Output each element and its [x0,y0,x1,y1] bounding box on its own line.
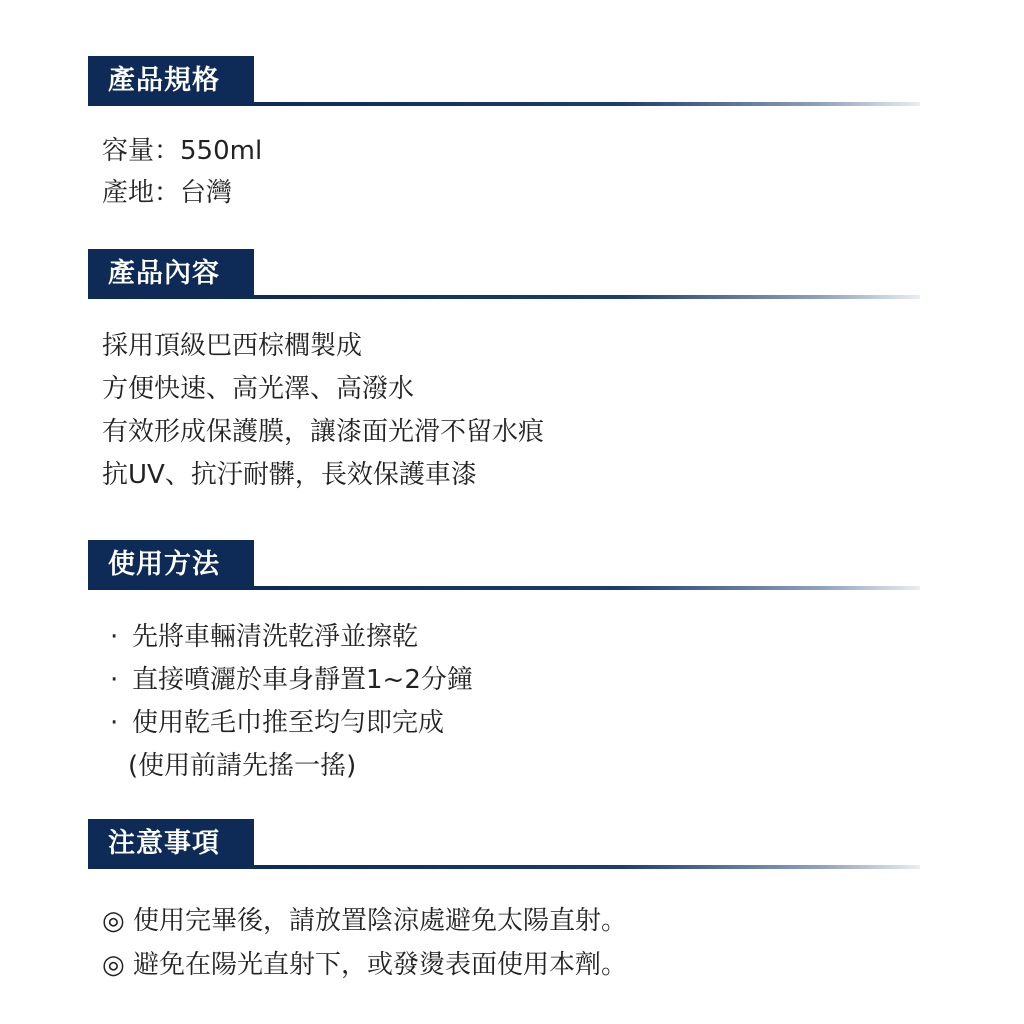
section-product-spec [88,56,920,214]
section-divider [254,586,920,590]
bullet-dot: · [110,665,119,695]
section-title: 產品規格 [88,56,254,106]
section-divider [254,295,920,299]
usage-step [110,659,920,702]
usage-steps [110,616,920,788]
usage-step-text: 直接噴灑於車身靜置1~2分鐘 [132,665,473,695]
section-divider [254,102,920,106]
content-list [102,325,920,497]
bullet-dot: · [110,622,119,652]
section-header [88,540,920,590]
spec-list [102,130,920,214]
usage-step [110,616,920,659]
section-product-content [88,249,920,497]
section-title: 注意事項 [88,819,254,869]
section-header [88,819,920,869]
section-header [88,56,920,106]
usage-note: (使用前請先搖一搖) [128,751,357,781]
spec-origin: 產地：台灣 [102,178,233,208]
spec-capacity: 容量：550ml [102,136,263,166]
section-divider [254,865,920,869]
content-line: 有效形成保護膜，讓漆面光滑不留水痕 [102,417,545,447]
caution-line: ◎ 使用完畢後，請放置陰涼處避免太陽直射。 [102,906,627,936]
content-line: 方便快速、高光澤、高潑水 [102,374,415,404]
section-caution [88,819,920,987]
caution-line: ◎ 避免在陽光直射下，或發燙表面使用本劑。 [102,950,627,980]
section-title: 使用方法 [88,540,254,590]
usage-step-text: 使用乾毛巾推至均勻即完成 [132,708,445,738]
usage-step-text: 先將車輛清洗乾淨並擦乾 [132,622,419,652]
content-line: 採用頂級巴西棕櫚製成 [102,331,363,361]
content-line: 抗UV、抗汙耐髒，長效保護車漆 [102,460,477,490]
caution-list [102,899,920,987]
section-header [88,249,920,299]
section-usage [88,540,920,788]
bullet-dot: · [110,708,119,738]
usage-step [110,702,920,745]
section-title: 產品內容 [88,249,254,299]
